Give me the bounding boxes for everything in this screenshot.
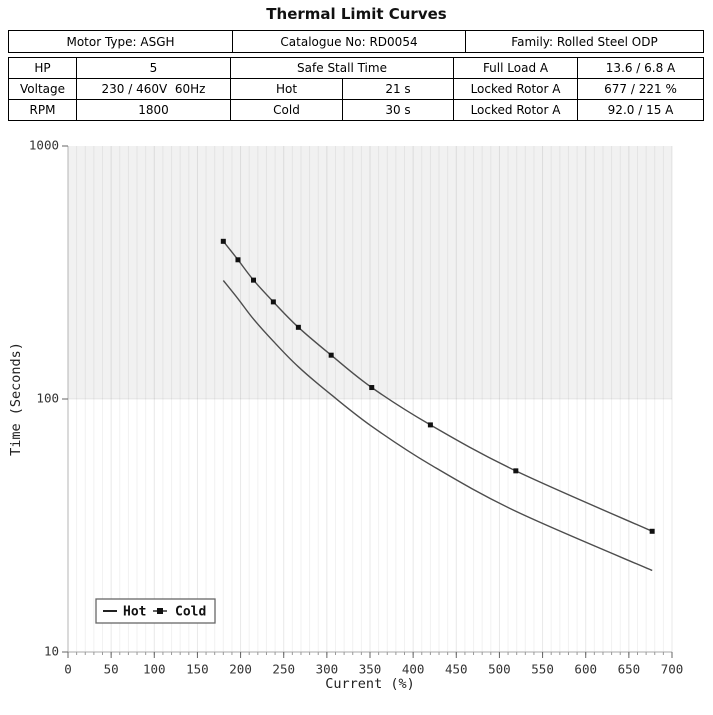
cold-data-marker [428, 422, 433, 427]
legend [96, 599, 215, 623]
legend-label-hot: Hot [123, 604, 147, 620]
cold-data-marker [513, 468, 518, 473]
safe-stall-time-header: Safe Stall Time [231, 58, 454, 79]
x-tick-label: 200 [229, 661, 252, 677]
cold-marker-sample-icon [157, 608, 163, 614]
rpm-label: RPM [9, 100, 77, 121]
locked-rotor-a-value: 92.0 / 15 A [578, 100, 704, 121]
cold-data-marker [271, 299, 276, 304]
cold-data-marker [369, 385, 374, 390]
locked-rotor-a-label: Locked Rotor A [454, 100, 578, 121]
x-tick-label: 300 [315, 661, 339, 677]
table-row [9, 100, 704, 121]
cold-data-marker [221, 239, 226, 244]
x-tick-label: 450 [444, 661, 468, 677]
motor-type-cell: Motor Type: ASGH [9, 31, 233, 53]
x-tick-label: 650 [617, 661, 641, 677]
cold-data-marker [235, 257, 240, 262]
legend-label-cold: Cold [175, 604, 207, 620]
full-load-label: Full Load A [454, 58, 578, 79]
table-row [9, 79, 704, 100]
thermal-limit-chart [0, 120, 713, 711]
locked-rotor-pct-label: Locked Rotor A [454, 79, 578, 100]
cold-stall-value: 30 s [343, 100, 454, 121]
voltage-label: Voltage [9, 79, 77, 100]
y-axis-title: Time (Seconds) [8, 342, 24, 456]
locked-rotor-pct-value: 677 / 221 % [578, 79, 704, 100]
catalogue-no-cell: Catalogue No: RD0054 [233, 31, 466, 53]
x-tick-label: 500 [488, 661, 511, 677]
x-tick-label: 550 [531, 661, 554, 677]
x-axis [64, 652, 683, 677]
voltage-value: 230 / 460V 60Hz [77, 79, 231, 100]
x-tick-label: 100 [142, 661, 166, 677]
x-tick-label: 0 [64, 661, 72, 677]
y-tick-label: 10 [43, 643, 59, 659]
motor-info-table [8, 30, 704, 53]
rpm-value: 1800 [77, 100, 231, 121]
x-tick-label: 600 [574, 661, 598, 677]
full-load-value: 13.6 / 6.8 A [578, 58, 704, 79]
x-tick-label: 250 [272, 661, 296, 677]
x-tick-label: 150 [186, 661, 209, 677]
table-row [9, 31, 704, 53]
x-tick-label: 50 [103, 661, 119, 677]
page-title: Thermal Limit Curves [266, 5, 447, 23]
motor-spec-table [8, 57, 704, 121]
cold-label: Cold [231, 100, 343, 121]
x-tick-label: 700 [660, 661, 684, 677]
table-row [9, 58, 704, 79]
hp-value: 5 [77, 58, 231, 79]
cold-data-marker [650, 529, 655, 534]
x-axis-title: Current (%) [325, 676, 415, 692]
x-tick-label: 400 [401, 661, 425, 677]
y-tick-label: 1000 [28, 137, 59, 153]
family-cell: Family: Rolled Steel ODP [466, 31, 704, 53]
thermal-chart-svg [0, 120, 713, 711]
hp-label: HP [9, 58, 77, 79]
cold-data-marker [251, 278, 256, 283]
x-tick-label: 350 [358, 661, 382, 677]
cold-data-marker [296, 325, 301, 330]
hot-label: Hot [231, 79, 343, 100]
hot-stall-value: 21 s [343, 79, 454, 100]
cold-data-marker [329, 353, 334, 358]
y-tick-label: 100 [36, 390, 59, 406]
y-axis [29, 138, 68, 659]
